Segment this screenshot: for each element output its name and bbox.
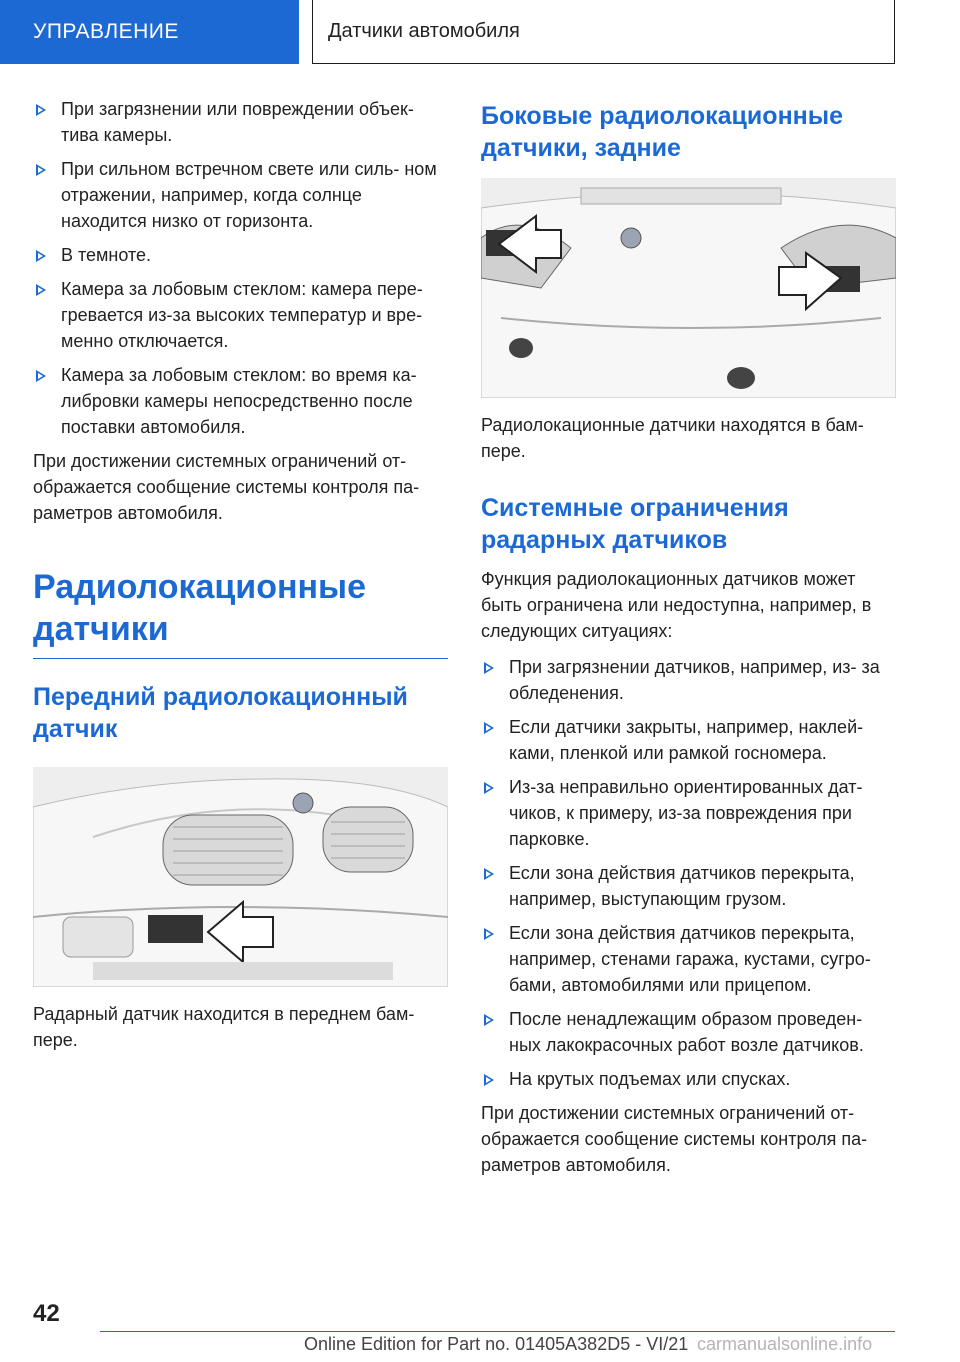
list-item: При сильном встречном свете или силь- ном отражении, например, когда солнце находится низко от горизонта. xyxy=(33,156,448,234)
logo-badge xyxy=(293,793,313,813)
triangle-bullet-icon xyxy=(484,662,494,674)
list-item: Если датчики закрыты, например, наклей- ками, пленкой или рамкой госномера. xyxy=(481,714,896,766)
list-item: На крутых подъемах или спусках. xyxy=(481,1066,896,1092)
radar-limit-list xyxy=(481,654,896,1092)
rear-car-illustration xyxy=(481,178,896,398)
triangle-bullet-icon xyxy=(484,782,494,794)
triangle-bullet-icon xyxy=(484,1014,494,1026)
radar-limits-heading: Системные ограничения радарных датчиков xyxy=(481,494,789,554)
footer-rule xyxy=(100,1331,895,1332)
triangle-bullet-icon xyxy=(36,164,46,176)
triangle-bullet-icon xyxy=(36,370,46,382)
radar-limits-intro: Функция радиолокационных датчиков может быть ограничена или недоступна, например, в следующих ситуациях: xyxy=(481,569,872,641)
list-item: Камера за лобовым стеклом: во время ка- либровки камеры непосредственно после поставки автомобиля. xyxy=(33,362,448,440)
rear-radar-heading: Боковые радиолокационные датчики, задние xyxy=(481,102,844,162)
right-column xyxy=(481,100,896,1178)
section-heading: Радиолокационные датчики xyxy=(33,566,448,659)
exhaust-right xyxy=(727,367,755,389)
list-item: Камера за лобовым стеклом: камера пере- гревается из-за высоких температур и вре- менно отключается. xyxy=(33,276,448,354)
triangle-bullet-icon xyxy=(36,104,46,116)
front-radar-heading: Передний радиолокационный датчик xyxy=(33,683,408,743)
triangle-bullet-icon xyxy=(484,868,494,880)
list-item: В темноте. xyxy=(33,242,448,268)
section-tab: УПРАВЛЕНИЕ xyxy=(0,0,299,64)
list-item: Если зона действия датчиков перекрыта, например, выступающим грузом. xyxy=(481,860,896,912)
exhaust-left xyxy=(509,338,533,358)
triangle-bullet-icon xyxy=(484,928,494,940)
right-grille xyxy=(323,807,413,872)
triangle-bullet-icon xyxy=(484,1074,494,1086)
front-bumper-figure xyxy=(33,767,448,987)
limits-paragraph: При достижении системных ограничений от- ображается сообщение системы контроля па- раметров автомобиля. xyxy=(33,451,420,523)
triangle-bullet-icon xyxy=(484,722,494,734)
page-number: 42 xyxy=(33,1300,60,1327)
rear-bumper-figure xyxy=(481,178,896,398)
radar-sensor-marker xyxy=(148,915,203,943)
logo-badge xyxy=(621,228,641,248)
left-column xyxy=(33,96,448,1053)
edition-footer: Online Edition for Part no. 01405A382D5 - VI/21 xyxy=(304,1334,689,1354)
list-item: При загрязнении датчиков, например, из- за обледенения. xyxy=(481,654,896,706)
front-radar-caption: Радарный датчик находится в переднем бам- пере. xyxy=(33,1004,415,1050)
list-item: После ненадлежащим образом проведен- ных лакокрасочных работ возле датчиков. xyxy=(481,1006,896,1058)
front-car-illustration xyxy=(33,767,448,987)
radar-limits-paragraph: При достижении системных ограничений от- ображается сообщение системы контроля па- раметров автомобиля. xyxy=(481,1103,868,1175)
list-item: Если зона действия датчиков перекрыта, например, стенами гаража, кустами, сугро- бами, автомобилями или прицепом. xyxy=(481,920,896,998)
triangle-bullet-icon xyxy=(36,250,46,262)
triangle-bullet-icon xyxy=(36,284,46,296)
camera-limit-list xyxy=(33,96,448,440)
list-item: При загрязнении или повреждении объек- тива камеры. xyxy=(33,96,448,148)
watermark: carmanualsonline.info xyxy=(697,1334,873,1354)
list-item: Из-за неправильно ориентированных дат- чиков, к примеру, из-за повреждения при парковке. xyxy=(481,774,896,852)
rear-radar-caption: Радиолокационные датчики находятся в бам- пере. xyxy=(481,415,864,461)
chapter-title: Датчики автомобиля xyxy=(312,0,895,64)
